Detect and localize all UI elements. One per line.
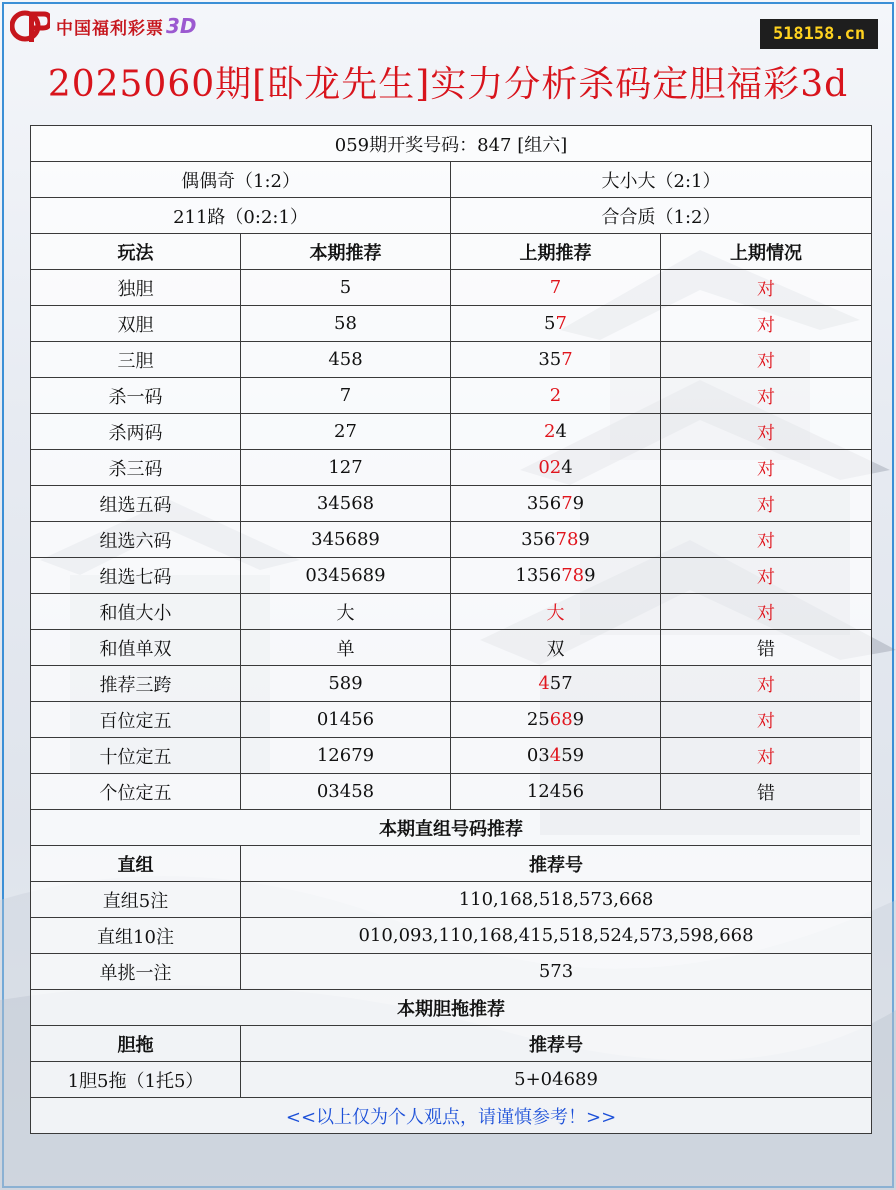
- direct-value: 573: [241, 954, 872, 990]
- miss-digits: 双: [546, 638, 565, 660]
- previous-pick: [451, 342, 661, 378]
- current-pick: 458: [241, 342, 451, 378]
- play-name: 杀两码: [31, 414, 241, 450]
- miss-digits: 25: [526, 709, 550, 730]
- previous-result: 错: [661, 630, 872, 666]
- miss-digits: 57: [549, 673, 573, 694]
- play-name: 杀一码: [31, 378, 241, 414]
- direct-label: 直组5注: [31, 882, 241, 918]
- hit-digits: 78: [555, 529, 579, 550]
- pick-row: [31, 270, 872, 306]
- previous-result: 对: [661, 270, 872, 306]
- hit-digits: 2: [549, 385, 562, 406]
- play-name: 和值单双: [31, 630, 241, 666]
- direct-section-row: [31, 810, 872, 846]
- pick-row: [31, 342, 872, 378]
- pick-row: [31, 666, 872, 702]
- play-name: 十位定五: [31, 738, 241, 774]
- hit-digits: 7: [561, 349, 573, 370]
- pick-row: [31, 522, 872, 558]
- miss-digits: 4: [561, 457, 573, 478]
- miss-digits: 9: [572, 493, 585, 514]
- odd-even-pattern: 偶偶奇（1:2）: [31, 162, 451, 198]
- previous-result: 对: [661, 594, 872, 630]
- previous-result: 错: [661, 774, 872, 810]
- previous-result: 对: [661, 738, 872, 774]
- column-header-row: [31, 234, 872, 270]
- pick-row: [31, 774, 872, 810]
- pick-row: [31, 738, 872, 774]
- current-pick: 大: [241, 594, 451, 630]
- miss-digits: 356: [521, 529, 556, 550]
- pick-row: [31, 414, 872, 450]
- previous-pick: [451, 594, 661, 630]
- current-pick: 589: [241, 666, 451, 702]
- previous-pick: [451, 666, 661, 702]
- previous-pick: [451, 486, 661, 522]
- previous-pick: [451, 702, 661, 738]
- analysis-table: [30, 125, 872, 1134]
- play-name: 三胆: [31, 342, 241, 378]
- current-pick: 12679: [241, 738, 451, 774]
- play-name: 百位定五: [31, 702, 241, 738]
- draw-result: 059期开奖号码：847 [组六]: [31, 126, 872, 162]
- play-name: 个位定五: [31, 774, 241, 810]
- previous-result: 对: [661, 486, 872, 522]
- previous-result: 对: [661, 522, 872, 558]
- previous-pick: [451, 306, 661, 342]
- play-name: 组选七码: [31, 558, 241, 594]
- current-pick: 345689: [241, 522, 451, 558]
- brand-suffix: 3D: [166, 14, 197, 38]
- direct-header-row: [31, 846, 872, 882]
- lottery-logo-icon: [10, 8, 50, 44]
- pick-row: [31, 594, 872, 630]
- previous-pick: [451, 522, 661, 558]
- direct-col-value: 推荐号: [241, 846, 872, 882]
- direct-label: 单挑一注: [31, 954, 241, 990]
- shape-row: [31, 162, 872, 198]
- direct-section-title: 本期直组号码推荐: [31, 810, 872, 846]
- miss-digits: 9: [578, 529, 590, 550]
- previous-result: 对: [661, 378, 872, 414]
- col-header-current: 本期推荐: [241, 234, 451, 270]
- hit-digits: 68: [549, 709, 573, 730]
- site-badge[interactable]: 518158.cn: [760, 19, 878, 49]
- pick-row: [31, 450, 872, 486]
- play-name: 组选五码: [31, 486, 241, 522]
- previous-pick: [451, 450, 661, 486]
- direct-value: 010,093,110,168,415,518,524,573,598,668: [241, 918, 872, 954]
- col-header-prev: 上期推荐: [451, 234, 661, 270]
- direct-label: 直组10注: [31, 918, 241, 954]
- brand-logo: [10, 8, 197, 44]
- previous-result: 对: [661, 414, 872, 450]
- play-name: 独胆: [31, 270, 241, 306]
- current-pick: 127: [241, 450, 451, 486]
- disclaimer: <<以上仅为个人观点，请谨慎参考！>>: [31, 1098, 872, 1134]
- miss-digits: 4: [555, 421, 567, 442]
- page-title: 2025060期[卧龙先生]实力分析杀码定胆福彩3d: [47, 64, 849, 105]
- current-pick: 58: [241, 306, 451, 342]
- previous-pick: [451, 630, 661, 666]
- direct-row: [31, 918, 872, 954]
- brand-name: 中国福利彩票: [56, 18, 164, 39]
- current-pick: 5: [241, 270, 451, 306]
- previous-pick: [451, 738, 661, 774]
- pick-row: [31, 630, 872, 666]
- miss-digits: 9: [572, 709, 585, 730]
- pick-row: [31, 486, 872, 522]
- hit-digits: 7: [561, 493, 573, 514]
- previous-pick: [451, 378, 661, 414]
- hit-digits: 大: [546, 602, 565, 624]
- col-header-status: 上期情况: [661, 234, 872, 270]
- dantuo-col-label: 胆拖: [31, 1026, 241, 1062]
- dantuo-col-value: 推荐号: [241, 1026, 872, 1062]
- current-pick: 01456: [241, 702, 451, 738]
- miss-digits: 35: [538, 349, 562, 370]
- play-name: 双胆: [31, 306, 241, 342]
- miss-digits: 356: [526, 493, 562, 514]
- big-small-pattern: 大小大（2:1）: [451, 162, 872, 198]
- previous-result: 对: [661, 702, 872, 738]
- hit-digits: 7: [549, 277, 562, 298]
- previous-pick: [451, 558, 661, 594]
- miss-digits: 03: [526, 745, 550, 766]
- dantuo-section-title: 本期胆拖推荐: [31, 990, 872, 1026]
- play-name: 推荐三跨: [31, 666, 241, 702]
- dantuo-row: [31, 1062, 872, 1098]
- dantuo-header-row: [31, 1026, 872, 1062]
- hit-digits: 78: [561, 565, 585, 586]
- dantuo-value: 5+04689: [241, 1062, 872, 1098]
- pick-row: [31, 558, 872, 594]
- play-name: 和值大小: [31, 594, 241, 630]
- current-pick: 03458: [241, 774, 451, 810]
- current-pick: 0345689: [241, 558, 451, 594]
- previous-result: 对: [661, 558, 872, 594]
- draw-row: [31, 126, 872, 162]
- previous-result: 对: [661, 342, 872, 378]
- direct-row: [31, 954, 872, 990]
- direct-col-label: 直组: [31, 846, 241, 882]
- current-pick: 34568: [241, 486, 451, 522]
- miss-digits: 5: [544, 313, 556, 334]
- direct-value: 110,168,518,573,668: [241, 882, 872, 918]
- pick-row: [31, 306, 872, 342]
- dantuo-section-row: [31, 990, 872, 1026]
- hit-digits: 4: [549, 745, 562, 766]
- miss-digits: 59: [561, 745, 585, 766]
- miss-digits: 1356: [515, 565, 562, 586]
- road-pattern: 211路（0:2:1）: [31, 198, 451, 234]
- hit-digits: 4: [538, 673, 550, 694]
- previous-result: 对: [661, 666, 872, 702]
- previous-result: 对: [661, 450, 872, 486]
- hit-digits: 02: [538, 457, 562, 478]
- miss-digits: 9: [584, 565, 596, 586]
- hit-digits: 2: [544, 421, 556, 442]
- previous-pick: [451, 414, 661, 450]
- pick-row: [31, 378, 872, 414]
- previous-pick: [451, 270, 661, 306]
- previous-result: 对: [661, 306, 872, 342]
- road-row: [31, 198, 872, 234]
- current-pick: 27: [241, 414, 451, 450]
- play-name: 组选六码: [31, 522, 241, 558]
- direct-row: [31, 882, 872, 918]
- hit-digits: 7: [555, 313, 567, 334]
- miss-digits: 12456: [526, 781, 585, 802]
- play-name: 杀三码: [31, 450, 241, 486]
- prime-pattern: 合合质（1:2）: [451, 198, 872, 234]
- current-pick: 7: [241, 378, 451, 414]
- col-header-play: 玩法: [31, 234, 241, 270]
- footer-row: [31, 1098, 872, 1134]
- current-pick: 单: [241, 630, 451, 666]
- dantuo-label: 1胆5拖（1托5）: [31, 1062, 241, 1098]
- previous-pick: [451, 774, 661, 810]
- pick-row: [31, 702, 872, 738]
